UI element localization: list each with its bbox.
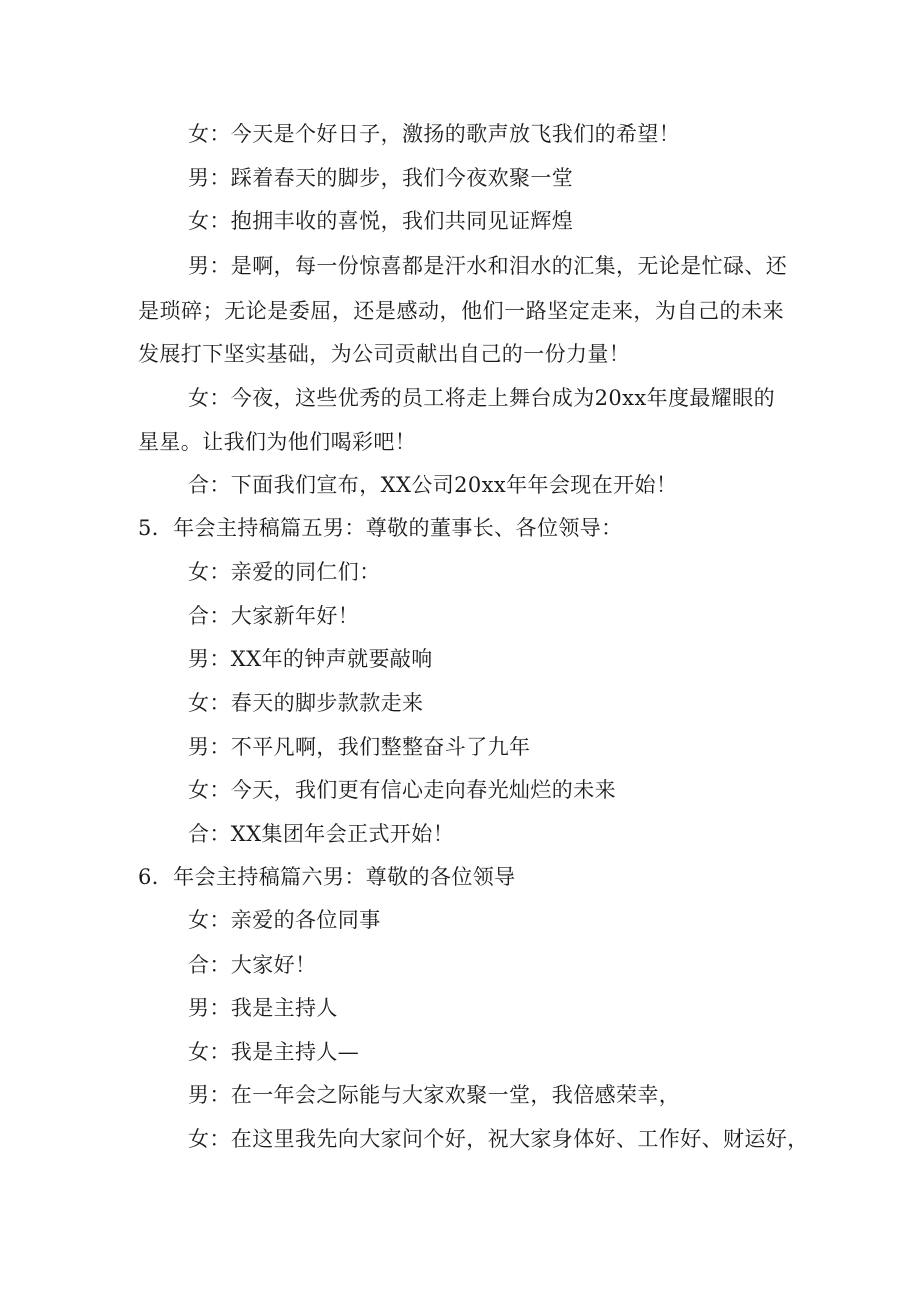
- text-line: 女：在这里我先向大家问个好，祝大家身体好、工作好、财运好，: [188, 1127, 809, 1151]
- text-line: 男：在一年会之际能与大家欢聚一堂，我倍感荣幸，: [188, 1083, 681, 1107]
- section-heading: 5．年会主持稿篇五男：尊敬的董事长、各位领导：: [138, 516, 623, 540]
- text-line: 女：今天是个好日子，激扬的歌声放飞我们的希望！: [188, 122, 681, 146]
- text-line: 女：亲爱的各位同事: [188, 908, 381, 932]
- text-line: 男：是啊，每一份惊喜都是汗水和泪水的汇集，无论是忙碌、还: [188, 254, 788, 278]
- text-line: 女：亲爱的同仁们：: [188, 560, 381, 584]
- text-line: 星星。让我们为他们喝彩吧！: [138, 430, 417, 454]
- text-line: 男：不平凡啊，我们整整奋斗了九年: [188, 735, 531, 759]
- text-line: 男：踩着春天的脚步，我们今夜欢聚一堂: [188, 166, 574, 190]
- text-line: 女：抱拥丰收的喜悦，我们共同见证辉煌: [188, 209, 574, 233]
- text-line: 男：我是主持人: [188, 996, 338, 1020]
- text-line: 是琐碎；无论是委屈，还是感动，他们一路坚定走来，为自己的未来: [138, 299, 784, 323]
- text-line: 合：大家好！: [188, 953, 317, 977]
- text-line: 女：今天，我们更有信心走向春光灿烂的未来: [188, 778, 616, 802]
- text-line: 男：XX年的钟声就要敲响: [188, 647, 433, 671]
- text-line: 合：大家新年好！: [188, 604, 360, 628]
- section-heading: 6．年会主持稿篇六男：尊敬的各位领导: [138, 865, 516, 889]
- text-line: 女：今夜，这些优秀的员工将走上舞台成为20xx年度最耀眼的: [188, 386, 776, 410]
- text-line: 合：下面我们宣布，XX公司20xx年年会现在开始！: [188, 473, 678, 497]
- text-line: 发展打下坚实基础，为公司贡献出自己的一份力量！: [138, 342, 631, 366]
- text-line: 合：XX集团年会正式开始！: [188, 822, 455, 846]
- text-line: 女：我是主持人—: [188, 1040, 360, 1064]
- text-line: 女：春天的脚步款款走来: [188, 691, 424, 715]
